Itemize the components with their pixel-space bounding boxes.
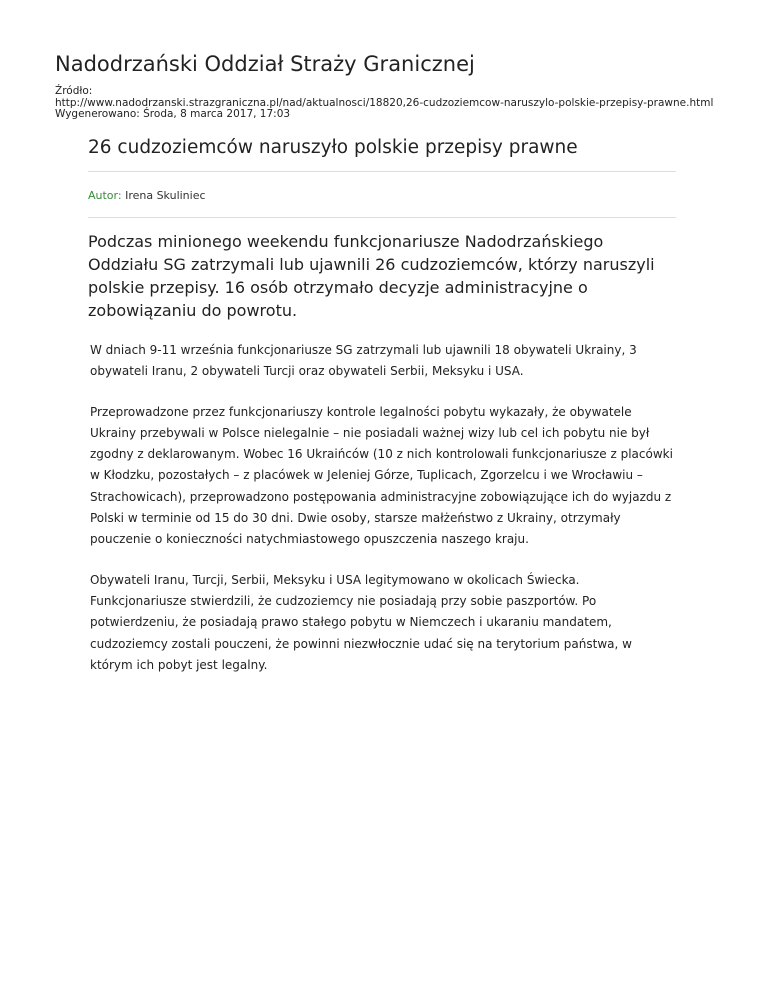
author-label: Autor: [88,189,122,202]
article-lead: Podczas minionego weekendu funkcjonariusze Nadodrzańskiego Oddziału SG zatrzymali lub ujawnili 26 cudzoziemców, którzy naruszyli polskie przepisy. 16 osób otrzymało decyzje administracyjne o zobowiązaniu do powrotu. [88,232,655,320]
site-title: Nadodrzański Oddział Straży Granicznej [55,52,475,76]
article-paragraph: Przeprowadzone przez funkcjonariuszy kontrole legalności pobytu wykazały, że obywatele Ukrainy przebywali w Polsce nielegalnie – nie posiadali ważnej wizy lub cel ich pobytu nie był zgodny z deklarowanym. Wobec 16 Ukraińców (10 z nich kontrolowali funkcjonariusze z placówki w Kłodzku, pozostałych – z placówek w Jeleniej Górze, Tuplicach, Zgorzelcu i we Wrocławiu – Strachowicach), przeprowadzono postępowania administracyjne zobowiązujące ich do wyjazdu z Polski w terminie od 15 do 30 dni. Dwie osoby, starsze małżeństwo z Ukrainy, otrzymały pouczenie o konieczności natychmiastowego opuszczenia naszego kraju. [90,404,673,547]
generated-timestamp: Wygenerowano: Środa, 8 marca 2017, 17:03 [55,108,291,120]
meta-block [55,86,715,121]
article-paragraph: Obywateli Iranu, Turcji, Serbii, Meksyku i USA legitymowano w okolicach Świecka. Funkcjonariusze stwierdzili, że cudzoziemcy nie posiadają przy sobie paszportów. Po potwierdzeniu, że posiadają prawo stałego pobytu w Niemczech i ukaraniu mandatem, cudzoziemcy zostali pouczeni, że powinni niezwłocznie udać się na terytorium państwa, w którym ich pobyt jest legalny. [90,572,632,672]
author-row [88,172,676,218]
article [88,137,676,676]
article-paragraph: W dniach 9-11 września funkcjonariusze SG zatrzymali lub ujawnili 18 obywateli Ukrainy, 3 obywateli Iranu, 2 obywateli Turcji oraz obywateli Serbii, Meksyku i USA. [90,343,637,379]
article-title: 26 cudzoziemców naruszyło polskie przepisy prawne [88,137,676,172]
source-label: Źródło: [55,85,93,97]
author-name: Irena Skuliniec [125,189,206,202]
source-url-link[interactable]: http://www.nadodrzanski.strazgraniczna.pl/nad/aktualnosci/18820,26-cudzoziemcow-naruszylo-polskie-przepisy-prawne.html [55,96,714,109]
